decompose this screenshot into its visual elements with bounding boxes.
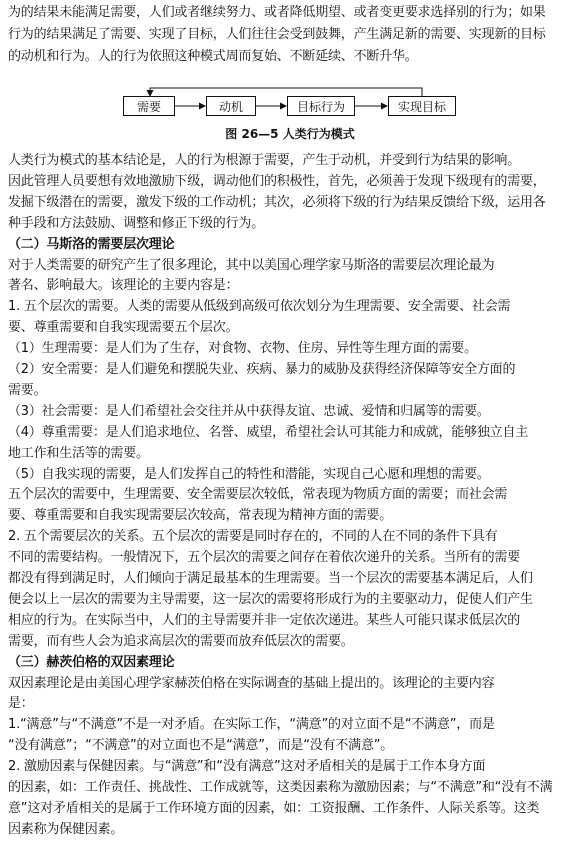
text-line: 需要，而有些人会为追求高层次的需要而放弃低层次的需要。 [8,633,354,649]
text-line: 因此管理人员要想有效地激励下级，调动他们的积极性，首先，必须善于发现下级现有的需要， [8,173,546,189]
box-motive: 动机 [206,96,256,116]
text-line: （3）社会需要：是人们希望社会交往并从中获得友谊、忠诚、爱情和归属等的需要。 [8,403,490,419]
text-line: 相应的行为。在实际当中，人们的主导需要并非一定依次递进。某些人可能只谋求低层次的 [8,612,521,628]
text-line: （5）自我实现的需要，是人们发挥自己的特性和潜能，实现自己心愿和理想的需要。 [8,466,490,482]
text-line: 不同的需要结构。一般情况下，五个层次的需要之间存在着依次递升的关系。当所有的需要 [8,550,521,566]
box-achieve-goal: 实现目标 [388,96,456,116]
text-line: 的动机和行为。人的行为依照这种模式周而复始、不断延续、不断升华。 [8,49,418,64]
text-line: 五个层次的需要中，生理需要、安全需要层次较低，常表现为物质方面的需要；而社会需 [8,487,508,503]
text-line: 地工作和生活等的需要。 [8,445,149,461]
text-line: 意”这对矛盾相关的是属于工作环境方面的因素，如：工资报酬、工作条件、人际关系等。这类 [8,800,540,816]
text-line: 1. 五个层次的需要。人类的需要从低级到高级可依次划分为生理需要、安全需要、社会需 [8,299,511,315]
text-line: 要、尊重需要和自我实现需要层次较高，常表现为精神方面的需要。 [8,508,393,524]
text-line: 著名、影响最大。该理论的主要内容是： [8,278,239,294]
feedback-arrow [150,88,422,96]
text-line: 行为的结果满足了需要、实现了目标，人们往往会受到鼓舞，产生满足新的需要、实现新的目标 [8,27,546,42]
text-line: 双因素理论是由美国心理学家赫茨伯格在实际调查的基础上提出的。该理论的主要内容 [8,675,495,691]
text-line: 2. 激励因素与保健因素。与“满意”和“没有满意”这对矛盾相关的是属于工作本身方面 [8,759,486,775]
text-line: 要、尊重需要和自我实现需要五个层次。 [8,320,239,336]
section-heading: （二）马斯洛的需要层次理论 [8,236,175,252]
text-line: 种手段和方法鼓励、调整和修正下级的行为。 [8,215,265,231]
text-line: 1.“满意”与“不满意”不是一对矛盾。在实际工作，“满意”的对立面不是“不满意”，而是 [8,717,495,733]
figure-caption: 图 26—5 人类行为模式 [225,127,355,141]
text-line: （2）安全需要：是人们避免和摆脱失业、疾病、暴力的威胁及获得经济保障等安全方面的 [8,362,516,377]
text-line: 为的结果未能满足需要，人们或者继续努力、或者降低期望、或者变更要求选择别的行为；如果 [8,5,546,20]
text-line: 人类行为模式的基本结论是，人的行为根源于需要，产生于动机，并受到行为结果的影响。 [8,153,521,168]
section-heading: （三）赫茨伯格的双因素理论 [8,654,175,670]
text-line: 2. 五个需要层次的关系。五个层次的需要是同时存在的，不同的人在不同的条件下具有 [8,529,498,545]
text-line: 因素称为保健因素。 [8,821,124,837]
text-line: 发掘下级潜在的需要，激发下级的工作动机；其次，必须将下级的行为结果反馈给下级，运用各 [8,194,546,210]
text-line: 需要。 [8,382,47,398]
box-need: 需要 [123,96,175,116]
text-line: （4）尊重需要：是人们追求地位、名誉、威望，希望社会认可其能力和成就，能够独立自主 [8,424,529,440]
text-line: “没有满意”；“不满意”的对立面也不是“满意”，而是“没有不满意”。 [8,738,394,754]
box-goal-behavior: 目标行为 [287,96,355,116]
text-line: （1）生理需要：是人们为了生存，对食物、衣物、住房、异性等生理方面的需要。 [8,341,477,357]
text-line: 都没有得到满足时，人们倾向于满足最基本的生理需要。当一个层次的需要基本满足后，人们 [8,571,533,586]
text-line: 对于人类需要的研究产生了很多理论，其中以美国心理学家马斯洛的需要层次理论最为 [8,257,495,273]
text-line: 是： [8,696,34,712]
text-line: 的因素，如：工作责任、挑战性、工作成就等，这类因素称为激励因素；与“不满意”和“没有不满 [8,780,553,795]
text-line: 便会以上一层次的需要为主导需要，这一层次的需要将形成行为的主要驱动力，促使人们产生 [8,591,533,607]
